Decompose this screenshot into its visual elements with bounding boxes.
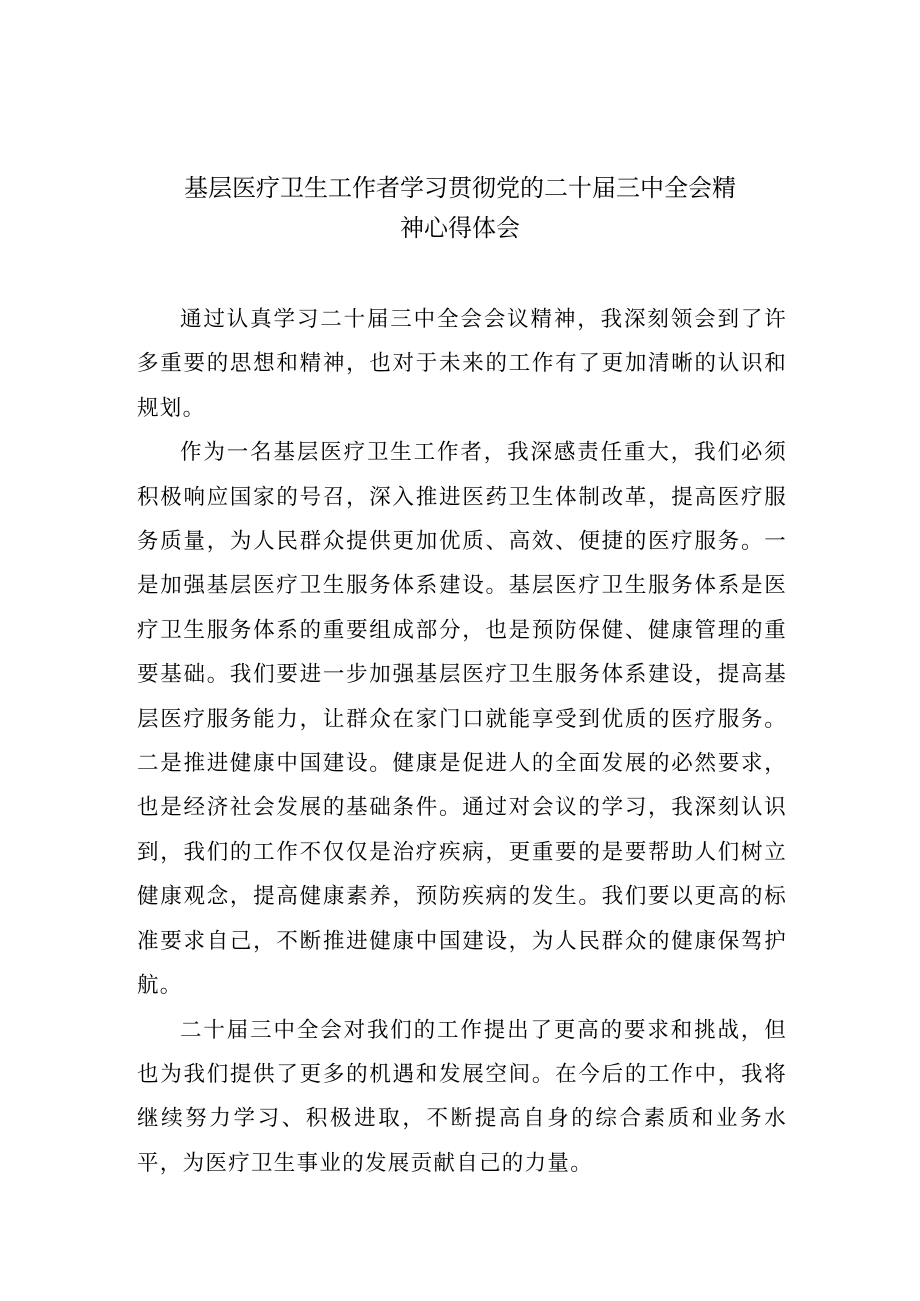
paragraph-1: 通过认真学习二十届三中全会会议精神，我深刻领会到了许多重要的思想和精神，也对于未来的工作有了更加清晰的认识和规划。 — [137, 307, 787, 421]
title-line-2: 神心得体会 — [400, 214, 520, 242]
document-title — [130, 168, 790, 248]
title-line-1: 基层医疗卫生工作者学习贯彻党的二十届三中全会精 — [184, 174, 736, 202]
paragraph-2: 作为一名基层医疗卫生工作者，我深感责任重大，我们必须积极响应国家的号召，深入推进医药卫生体制改革，提高医疗服务质量，为人民群众提供更加优质、高效、便捷的医疗服务。一是加强基层医疗卫生服务体系建设。基层医疗卫生服务体系是医疗卫生服务体系的重要组成部分，也是预防保健、健康管理的重要基础。我们要进一步加强基层医疗卫生服务体系建设，提高基层医疗服务能力，让群众在家门口就能享受到优质的医疗服务。二是推进健康中国建设。健康是促进人的全面发展的必然要求，也是经济社会发展的基础条件。通过对会议的学习，我深刻认识到，我们的工作不仅仅是治疗疾病，更重要的是要帮助人们树立健康观念，提高健康素养，预防疾病的发生。我们要以更高的标准要求自己，不断推进健康中国建设，为人民群众的健康保驾护航。 — [137, 440, 787, 999]
paragraph-3: 二十届三中全会对我们的工作提出了更高的要求和挑战，但也为我们提供了更多的机遇和发展空间。在今后的工作中，我将继续努力学习、积极进取，不断提高自身的综合素质和业务水平，为医疗卫生事业的发展贡献自己的力量。 — [137, 1017, 787, 1176]
document-body — [137, 298, 787, 1186]
